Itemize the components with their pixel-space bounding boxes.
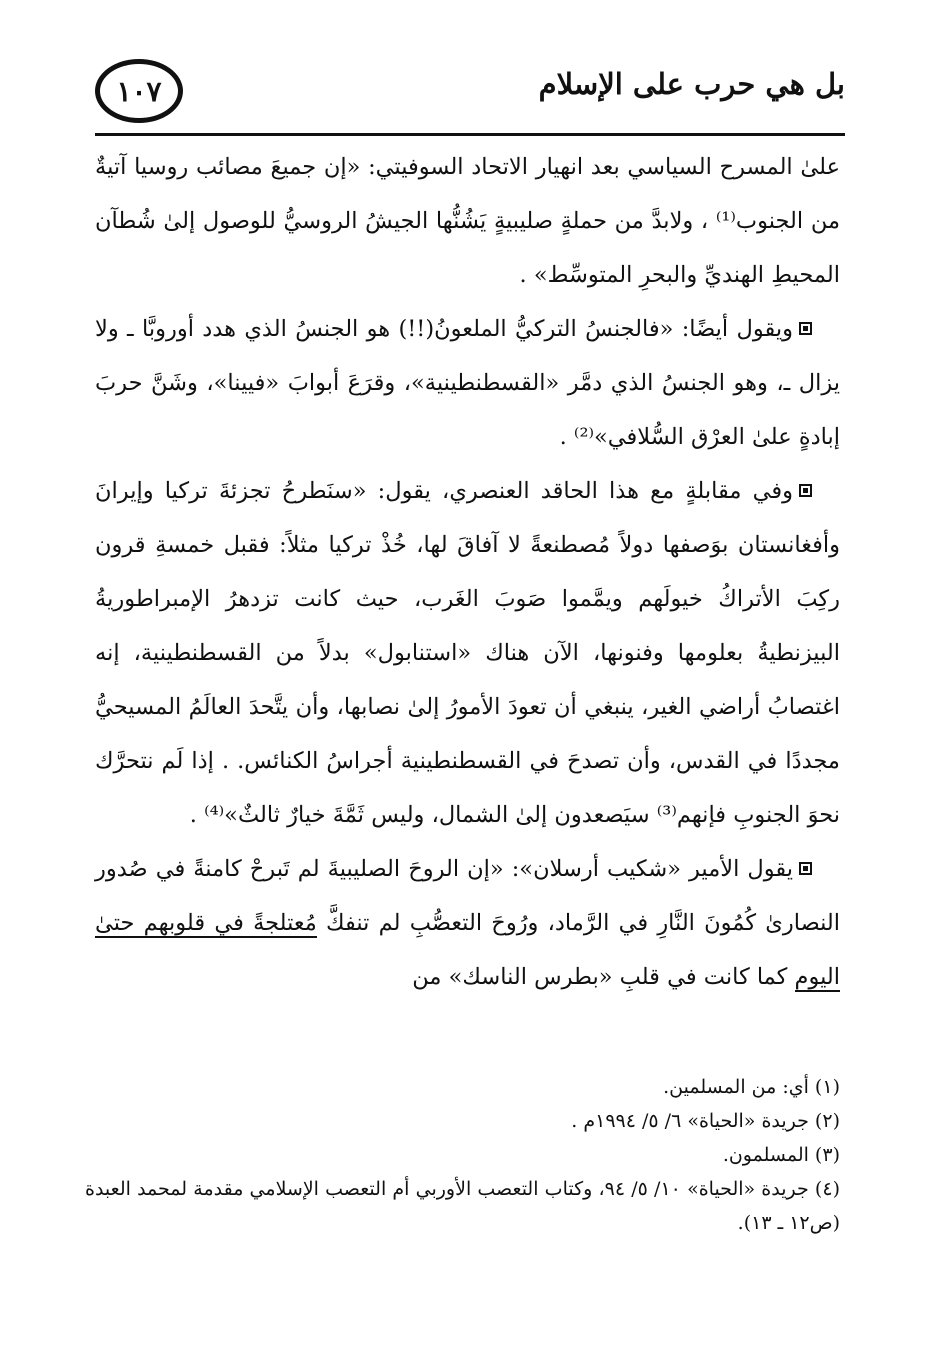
paragraph-1: علىٰ المسرح السياسي بعد انهيار الاتحاد السوفيتي: «إن جميعَ مصائب روسيا آتيةٌ من الجنوب⁽¹⁾ ، ولابدَّ من حملةٍ صليبيةٍ يَشُنُّها الجيشُ الروسيُّ للوصول إلىٰ شُطآن المحيطِ الهنديِّ والبحرِ المتوسِّط» .: [95, 154, 840, 288]
footnote-4: (٤) جريدة «الحياة» ١٠/ ٥/ ٩٤، وكتاب التعصب الأوربي أم التعصب الإسلامي مقدمة لمحمد العبدة (ص١٢ ـ ١٣).: [85, 1178, 840, 1234]
footnote-3: (٣) المسلمون.: [722, 1144, 840, 1166]
footnote-2: (٢) جريدة «الحياة» ٦/ ٥/ ١٩٩٤م .: [571, 1110, 840, 1132]
bullet-square-icon: [799, 484, 812, 497]
paragraph-4-text: يقول الأمير «شكيب أرسلان»: «إن الروحَ الصليبيةَ لم تَبرحْ كامنةً في صُدور النصارىٰ كُمُونَ النَّارِ في الرَّماد، ورُوحَ التعصُّبِ لم تنفكَّ: [95, 856, 840, 936]
paragraph-4: [95, 842, 840, 1004]
running-title: بل هي حرب على الإسلام: [538, 67, 845, 101]
bullet-square-icon: [799, 862, 812, 875]
main-text: [95, 140, 840, 1004]
underlined-phrase: مُعتلجةً في قلوبهم حتىٰ اليوم: [95, 910, 840, 990]
paragraph-3-text: وفي مقابلةٍ مع هذا الحاقد العنصري، يقول: «سنَطرحُ تجزئةَ تركيا وإيرانَ وأفغانستان بوَصفها دولاً مُصطنعةً لا آفاقَ لها، خُذْ تركيا مثلاً: فقبل خمسةِ قرون ركِبَ الأتراكُ خيولَهم ويمَّموا صَوبَ الغَرب، حيث كانت تزدهرُ الإمبراطوريةُ البيزنطيةُ بعلومها وفنونها، الآن هناك «استنابول» بدلاً من القسطنطينية، إنه اغتصابُ أراضي الغير، ينبغي أن تعودَ الأمورُ إلىٰ نصابها، وأن يتَّحدَ العالَمُ المسيحيُّ مجددًا في القدس، وأن تصدحَ في القسطنطينية أجراسُ الكنائس. . إذا لَم نتحرَّك نحوَ الجنوبِ فإنهم⁽³⁾ سيَصعدون إلىٰ الشمال، وليس ثَمَّةَ خيارٌ ثالثٌ»⁽⁴⁾ .: [95, 478, 840, 828]
header-divider: [95, 133, 845, 136]
paragraph-2: [95, 302, 840, 464]
paragraph-4-end: كما كانت في قلبِ «بطرس الناسك» من: [412, 964, 795, 990]
paragraph-3: [95, 464, 840, 842]
footnotes: [85, 1070, 840, 1240]
page-header: [95, 55, 845, 135]
page-number-badge: [95, 59, 183, 123]
paragraph-2-text: ويقول أيضًا: «فالجنسُ التركيُّ الملعونُ(!!) هو الجنسُ الذي هدد أوروبَّا ـ ولا يزال ـ، وهو الجنسُ الذي دمَّر «القسطنطينية»، وقرَعَ أبوابَ «فيينا»، وشَنَّ حربَ إبادةٍ علىٰ العرْق السُّلافي»⁽²⁾ .: [95, 316, 840, 450]
page-number: ١٠٧: [116, 74, 162, 108]
bullet-square-icon: [799, 322, 812, 335]
footnote-1: (١) أي: من المسلمين.: [663, 1076, 840, 1098]
